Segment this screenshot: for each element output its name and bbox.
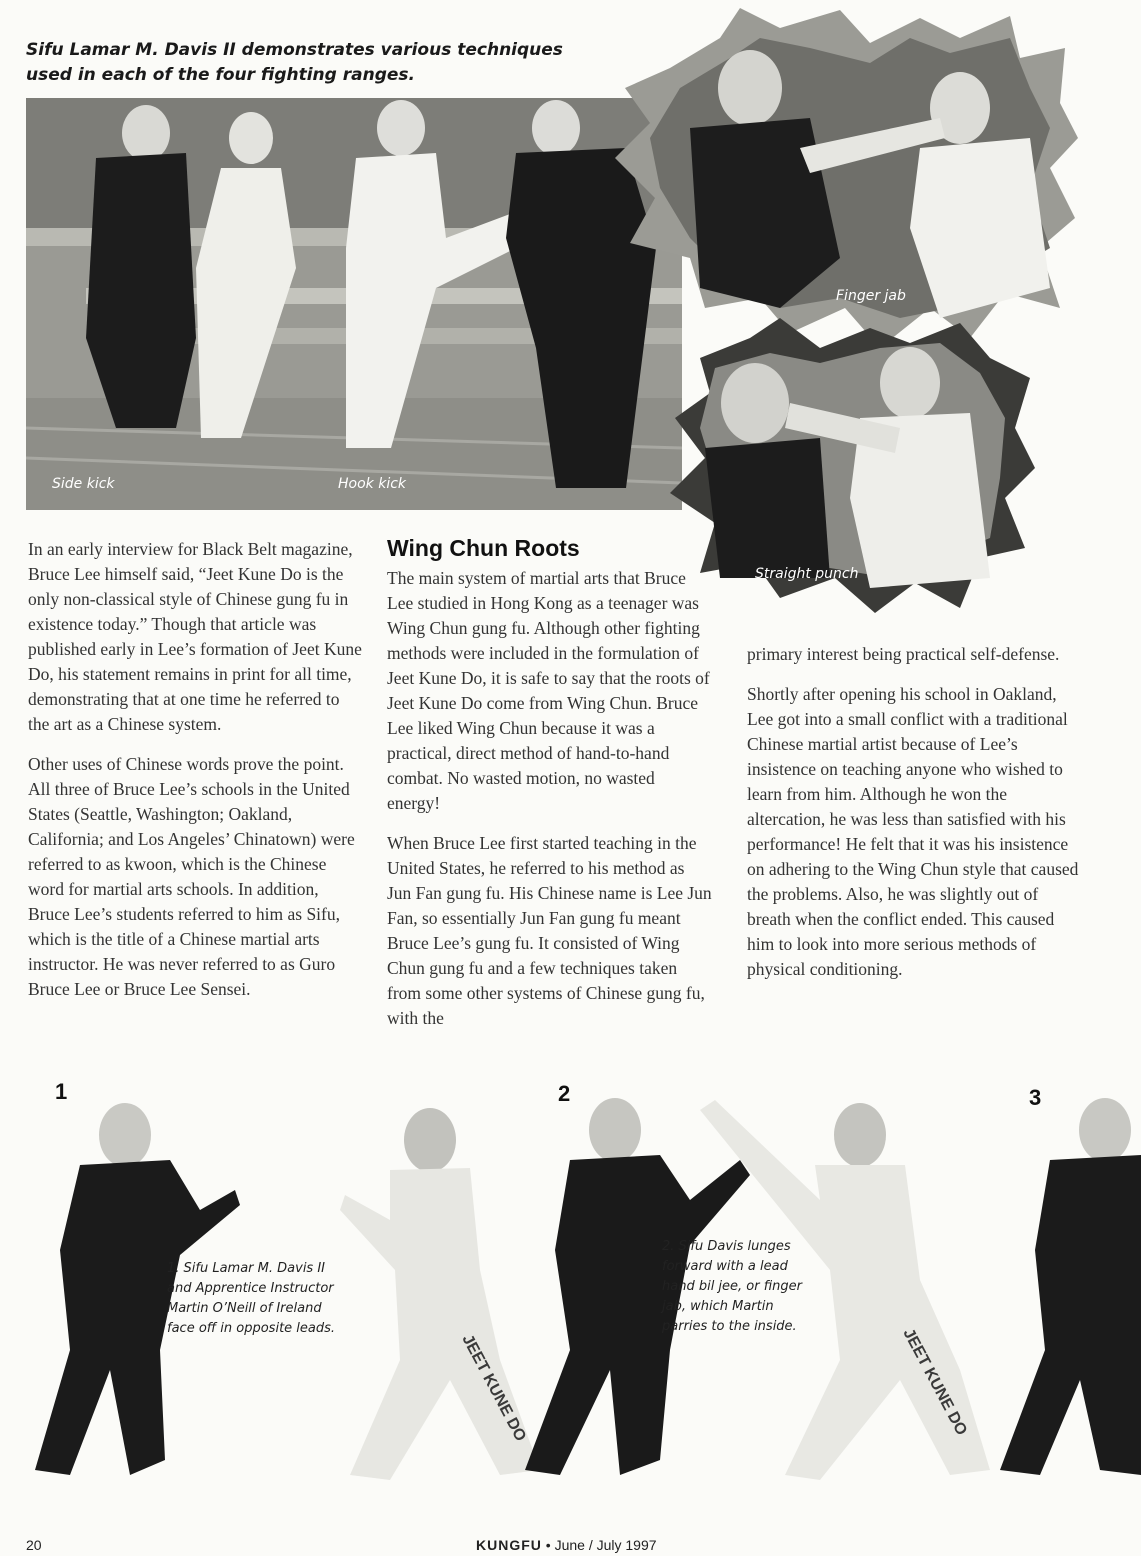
magazine-name: KUNGFU [476, 1537, 542, 1553]
kick-scene-image [26, 98, 682, 510]
section-heading: Wing Chun Roots [387, 535, 580, 561]
step-number-1: 1 [55, 1079, 68, 1104]
figure-black-step-3 [1000, 1098, 1141, 1475]
photo-caption: Sifu Lamar M. Davis II demonstrates various techniques used in each of the four fighting ranges. [26, 40, 563, 85]
footer-masthead [476, 1537, 657, 1553]
main-kick-photo [26, 98, 682, 510]
paragraph: primary interest being practical self-defense. [747, 644, 1060, 664]
step-caption-1: 1. Sifu Lamar M. Davis II and Apprentice Instructor Martin O’Neill of Ireland face off in opposite leads. [167, 1261, 336, 1336]
paragraph: The main system of martial arts that Bruce Lee studied in Hong Kong as a teenager was Wing Chun gung fu. Although other fighting methods were included in the formulation of Jeet Kune Do, it is safe to say that the roots of Jeet Kune Do come from Wing Chun. Bruce Lee liked Wing Chun because it was a practical, direct method of hand-to-hand combat. No wasted motion, no wasted energy! [387, 568, 710, 813]
paragraph: Other uses of Chinese words prove the point. All three of Bruce Lee’s schools in the United States (Seattle, Washington; Oakland, California; and Los Angeles’ Chinatown) were referred to as kwoon, which is the Chinese word for martial arts schools. In addition, Bruce Lee’s students referred to him as Sifu, which is the title of a Chinese martial arts instructor. He was never referred to as Guro Bruce Lee or Bruce Lee Sensei. [28, 754, 355, 999]
step-number-2: 2 [558, 1081, 571, 1106]
pants-text-step-1: JEET KUNE DO [458, 1331, 529, 1445]
label-side-kick: Side kick [52, 476, 115, 492]
paragraph: Shortly after opening his school in Oakland, Lee got into a small conflict with a traditional Chinese martial artist because of Lee’s insistence on teaching anyone who wished to learn from him. Although he won the altercation, he was less than satisfied with his performance! He felt that it was his insistence on adhering to the Wing Chun style that caused the problems. Also, he was slightly out of breath when the conflict ended. This caused him to look into more serious methods of physical conditioning. [747, 684, 1079, 979]
footer-separator: • [545, 1537, 555, 1553]
issue-date: June / July 1997 [554, 1537, 657, 1553]
label-hook-kick: Hook kick [338, 476, 407, 492]
article-column-3 [747, 642, 1082, 997]
paragraph: In an early interview for Black Belt magazine, Bruce Lee himself said, “Jeet Kune Do is the only non-classical style of Chinese gung fu in existence today.” Though that article was published early in Lee’s formation of Jeet Kune Do, his statement remains in print for all time, demonstrating that at one time he referred to the art as a Chinese system. [28, 539, 362, 734]
article-column-2 [387, 566, 712, 1046]
label-finger-jab: Finger jab [836, 288, 906, 304]
pants-text-step-2: JEET KUNE DO [899, 1325, 970, 1439]
page-number: 20 [26, 1537, 42, 1553]
step-caption-2: 2. Sifu Davis lunges forward with a lead hand bil jee, or finger jab, which Martin parries to the inside. [662, 1239, 802, 1334]
paragraph: When Bruce Lee first started teaching in the United States, he referred to his method as Jun Fan gung fu. His Chinese name is Lee Jun Fan, so essentially Jun Fan gung fu meant Bruce Lee’s gung fu. It consisted of Wing Chun gung fu and a few techniques taken from some other systems of Chinese gung fu, with the [387, 833, 712, 1028]
label-straight-punch: Straight punch [755, 566, 859, 582]
article-column-1 [28, 537, 363, 1017]
step-number-3: 3 [1029, 1085, 1042, 1110]
